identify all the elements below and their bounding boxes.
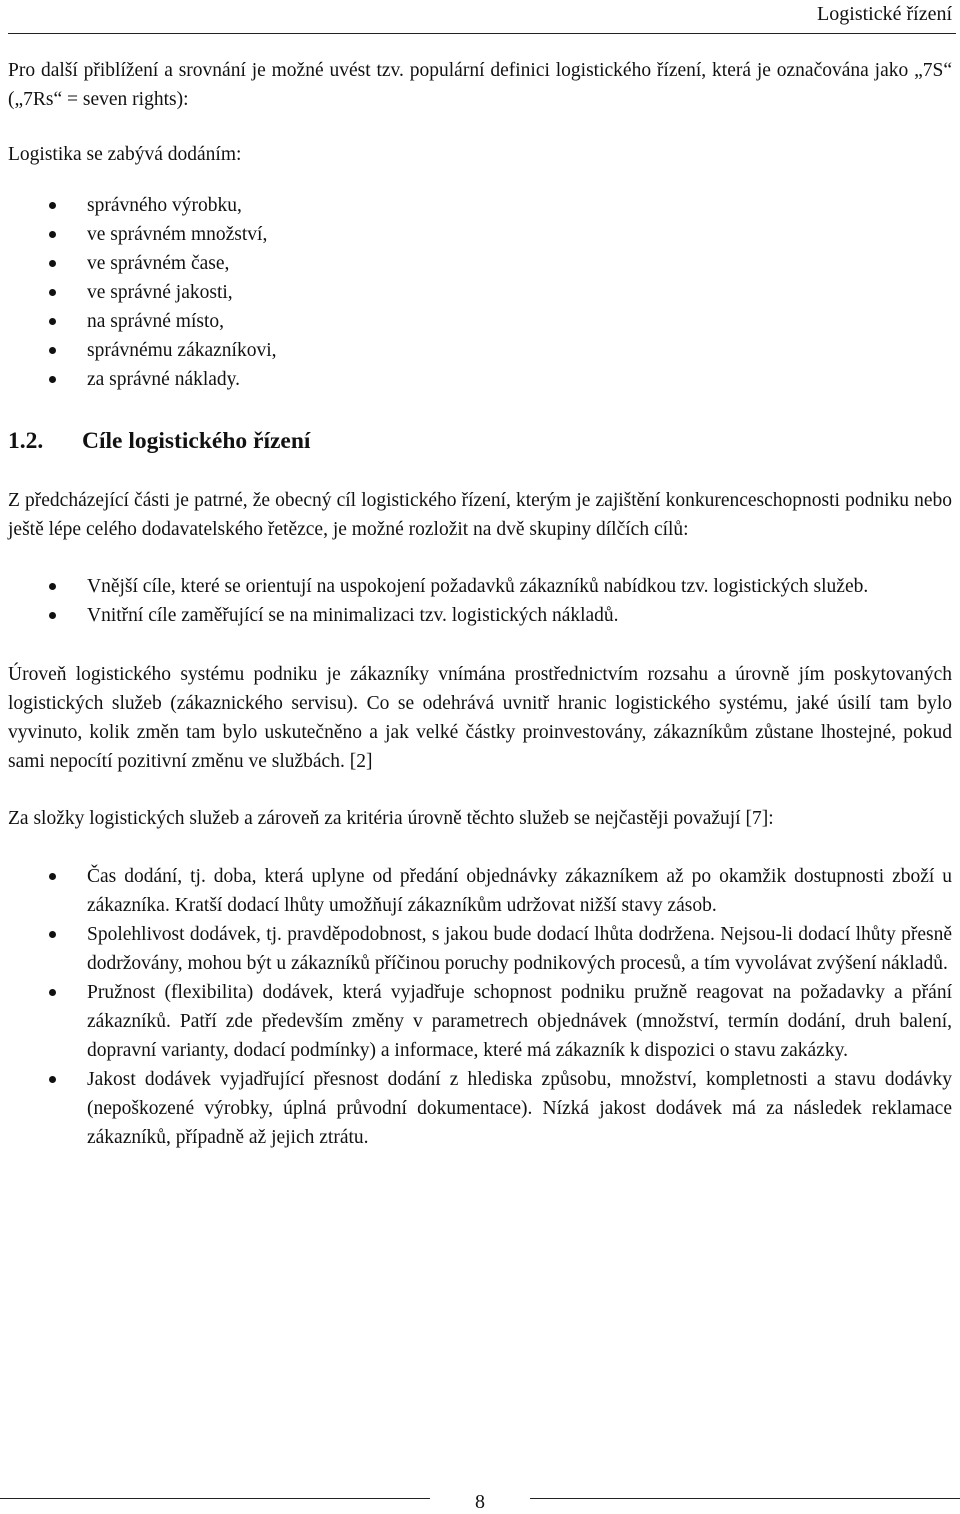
lead-paragraph: Logistika se zabývá dodáním: (8, 144, 242, 165)
list-item: Vnější cíle, které se orientují na uspokojení požadavků zákazníků nabídkou tzv. logistických služeb. (8, 572, 952, 601)
page-number: 8 (475, 1491, 485, 1513)
list-item: správného výrobku, (8, 191, 952, 220)
goals-list (8, 572, 952, 630)
list-item: Čas dodání, tj. doba, která uplyne od předání objednávky zákazníkem až po okamžik dostupnosti zboží u zákazníka. Kratší dodací lhůty umožňují zákazníkům udržovat nižší stavy zásob. (8, 862, 952, 920)
list-item: Vnitřní cíle zaměřující se na minimalizaci tzv. logistických nákladů. (8, 601, 952, 630)
list-item: Spolehlivost dodávek, tj. pravděpodobnost, s jakou bude dodací lhůta dodržena. Nejsou-li dodací lhůty přesně dodržovány, mohou být u zákazníků příčinou poruchy podnikových procesů, a tím vyvolávat zvýšení nákladů. (8, 920, 952, 978)
goals-paragraph: Z předcházející části je patrné, že obecný cíl logistického řízení, kterým je zajištění konkurenceschopnosti podniku nebo ještě lépe celého dodavatelského řetězce, je možné rozložit na dvě skupiny dílčích cílů: (8, 490, 952, 540)
list-item: ve správné jakosti, (8, 278, 952, 307)
section-title: Cíle logistického řízení (82, 428, 311, 454)
page-footer (0, 1470, 960, 1512)
list-item: správnému zákazníkovi, (8, 336, 952, 365)
list-item: ve správném čase, (8, 249, 952, 278)
rights-list (8, 191, 952, 394)
header-rule (8, 33, 956, 34)
intro-paragraph: Pro další přiblížení a srovnání je možné uvést tzv. populární definici logistického řízení, která je označována jako „7S“ („7Rs“ = seven rights): (8, 60, 952, 110)
components-list (8, 862, 952, 1152)
list-item: za správné náklady. (8, 365, 952, 394)
list-item: Pružnost (flexibilita) dodávek, která vyjadřuje schopnost podniku pružně reagovat na požadavky a přání zákazníků. Patří zde především změny v parametrech objednávek (množství, termín dodání, druh balení, dopravní varianty, dodací podmínky) a informace, které má zákazník k dispozici o stavu zakázky. (8, 978, 952, 1065)
page-content (8, 56, 952, 1152)
service-level-paragraph: Úroveň logistického systému podniku je zákazníky vnímána prostřednictvím rozsahu a úrovně jím poskytovaných logistických služeb (zákaznického servisu). Co se odehrává uvnitř hranic logistického systému, jaké úsilí tam bylo vyvinuto, kolik změn tam bylo uskutečněno a jak velké částky proinvestovány, zákazníkům zůstane lhostejné, pokud sami nepocítí pozitivní změnu ve službách. [2] (8, 664, 952, 772)
header-title: Logistické řízení (817, 3, 952, 25)
list-item: na správné místo, (8, 307, 952, 336)
section-number: 1.2. (8, 428, 44, 454)
section-heading (8, 426, 952, 456)
list-item: Jakost dodávek vyjadřující přesnost dodání z hlediska způsobu, množství, kompletnosti a stavu dodávky (nepoškozené výrobky, úplná průvodní dokumentace). Nízká jakost dodávek má za následek reklamace zákazníků, případně až jejich ztrátu. (8, 1065, 952, 1152)
components-lead-paragraph: Za složky logistických služeb a zároveň za kritéria úrovně těchto služeb se nejčastěji považují [7]: (8, 808, 774, 829)
page-header (0, 0, 960, 36)
list-item: ve správném množství, (8, 220, 952, 249)
